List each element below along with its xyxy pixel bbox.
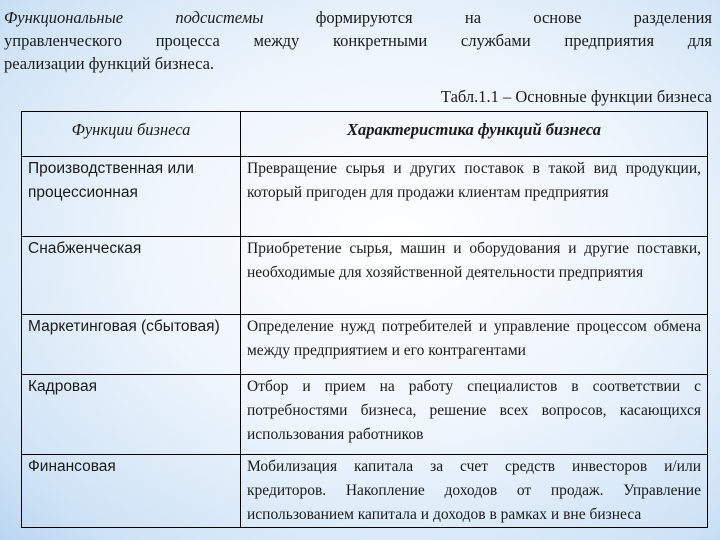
table-row xyxy=(22,455,708,528)
intro-line-1-rest: формируются на основе разделения xyxy=(315,8,712,27)
intro-paragraph xyxy=(4,6,712,75)
function-name-cell: Финансовая xyxy=(22,455,241,528)
intro-line-3: реализации функций бизнеса. xyxy=(4,54,215,73)
function-description-cell: Мобилизация капитала за счет средств инвесторов и/или кредиторов. Накопление доходов от продаж. Управление использованием капитала и доходов в рамках и вне бизнеса xyxy=(241,455,708,528)
intro-line-2: управленческого процесса между конкретными службами предприятия для xyxy=(4,31,712,50)
function-name-cell: Снабженческая xyxy=(22,237,241,315)
table-row xyxy=(22,157,708,237)
table-row xyxy=(22,315,708,375)
business-functions-table xyxy=(21,111,708,528)
function-name-cell: Маркетинговая (сбытовая) xyxy=(22,315,241,375)
intro-term: Функциональные подсистемы xyxy=(4,8,264,27)
function-description-cell: Приобретение сырья, машин и оборудования и другие поставки, необходимые для хозяйственной деятельности предприятия xyxy=(241,237,708,315)
function-name-cell: Производственная или процессионная xyxy=(22,157,241,237)
function-name-cell: Кадровая xyxy=(22,375,241,455)
table-header-row xyxy=(22,112,708,157)
table-row xyxy=(22,375,708,455)
column-header-characteristics: Характеристика функций бизнеса xyxy=(241,112,708,157)
function-description-cell: Отбор и прием на работу специалистов в соответствии с потребностями бизнеса, решение всех вопросов, касающихся использования работников xyxy=(241,375,708,455)
function-description-cell: Превращение сырья и других поставок в такой вид продукции, который пригоден для продажи клиентам предприятия xyxy=(241,157,708,237)
function-description-cell: Определение нужд потребителей и управление процессом обмена между предприятием и его контрагентами xyxy=(241,315,708,375)
column-header-functions: Функции бизнеса xyxy=(22,112,241,157)
intro-line-1 xyxy=(4,6,712,29)
table-row xyxy=(22,237,708,315)
table-caption: Табл.1.1 – Основные функции бизнеса xyxy=(440,87,712,106)
